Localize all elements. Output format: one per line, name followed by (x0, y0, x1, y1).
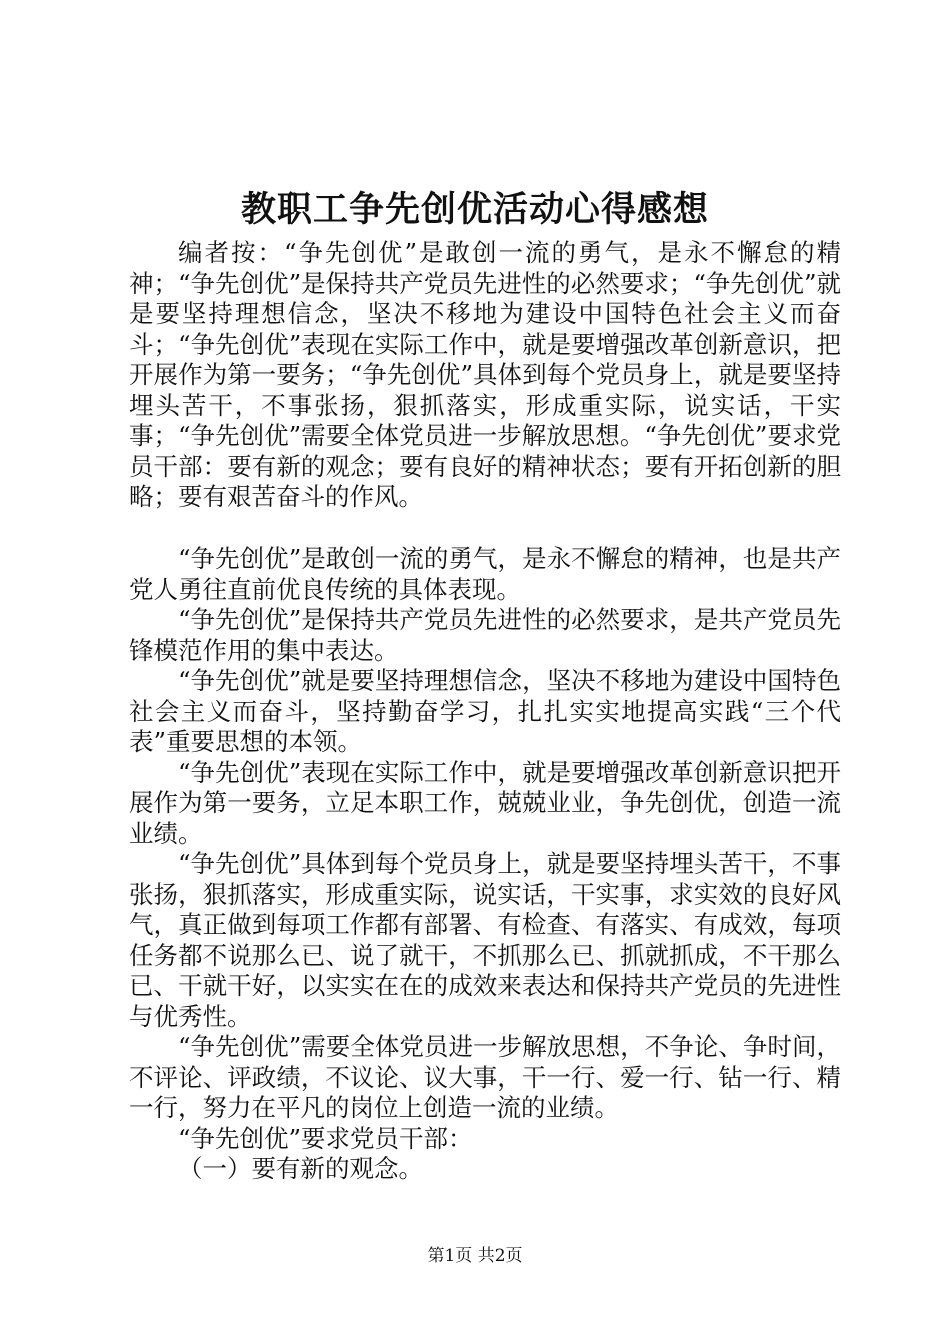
body-paragraph-8: （一）要有新的观念。 (178, 1154, 423, 1183)
body-paragraph-7: “争先创优”要求党员干部： (178, 1123, 473, 1153)
editor-note (129, 238, 841, 513)
body-paragraph-1: “争先创优”是敢创一流的勇气，是永不懈怠的精神，也是共产党人勇往直前优良传统的具体表现。 (129, 544, 841, 604)
body-paragraph-6: “争先创优”需要全体党员进一步解放思想，不争论、争时间，不评论、评政绩，不议论、议大事，干一行、爱一行、钻一行、精一行，努力在平凡的岗位上创造一流的业绩。 (129, 1032, 841, 1122)
page-number-footer: 第1页 共2页 (427, 1246, 523, 1266)
page-title: 教职工争先创优活动心得感想 (240, 190, 709, 230)
body-paragraph-3: “争先创优”就是要坚持理想信念，坚决不移地为建设中国特色社会主义而奋斗，坚持勤奋学习，扎扎实实地提高实践“三个代表”重要思想的本领。 (129, 666, 841, 756)
body-paragraph-2: “争先创优”是保持共产党员先进性的必然要求，是共产党员先锋模范作用的集中表达。 (129, 605, 841, 665)
editor-note-paragraph: 编者按：“争先创优”是敢创一流的勇气，是永不懈怠的精神；“争先创优”是保持共产党员先进性的必然要求；“争先创优”就是要坚持理想信念，坚决不移地为建设中国特色社会主义而奋斗；“争先创优”表现在实际工作中，就是要增强改革创新意识，把开展作为第一要务；“争先创优”具体到每个党员身上，就是要坚持埋头苦干，不事张扬，狠抓落实，形成重实际，说实话，干实事；“争先创优”需要全体党员进一步解放思想。“争先创优”要求党员干部：要有新的观念；要有良好的精神状态；要有开拓创新的胆略；要有艰苦奋斗的作风。 (129, 238, 841, 511)
body-paragraph-5: “争先创优”具体到每个党员身上，就是要坚持埋头苦干，不事张扬，狠抓落实，形成重实际，说实话，干实事，求实效的良好风气，真正做到每项工作都有部署、有检查、有落实、有成效，每项任务都不说那么已、说了就干，不抓那么已、抓就抓成，不干那么已、干就干好，以实实在在的成效来表达和保持共产党员的先进性与优秀性。 (129, 849, 841, 1031)
main-body (129, 544, 841, 1185)
body-paragraph-4: “争先创优”表现在实际工作中，就是要增强改革创新意识把开展作为第一要务，立足本职工作，兢兢业业，争先创优，创造一流业绩。 (129, 757, 841, 848)
